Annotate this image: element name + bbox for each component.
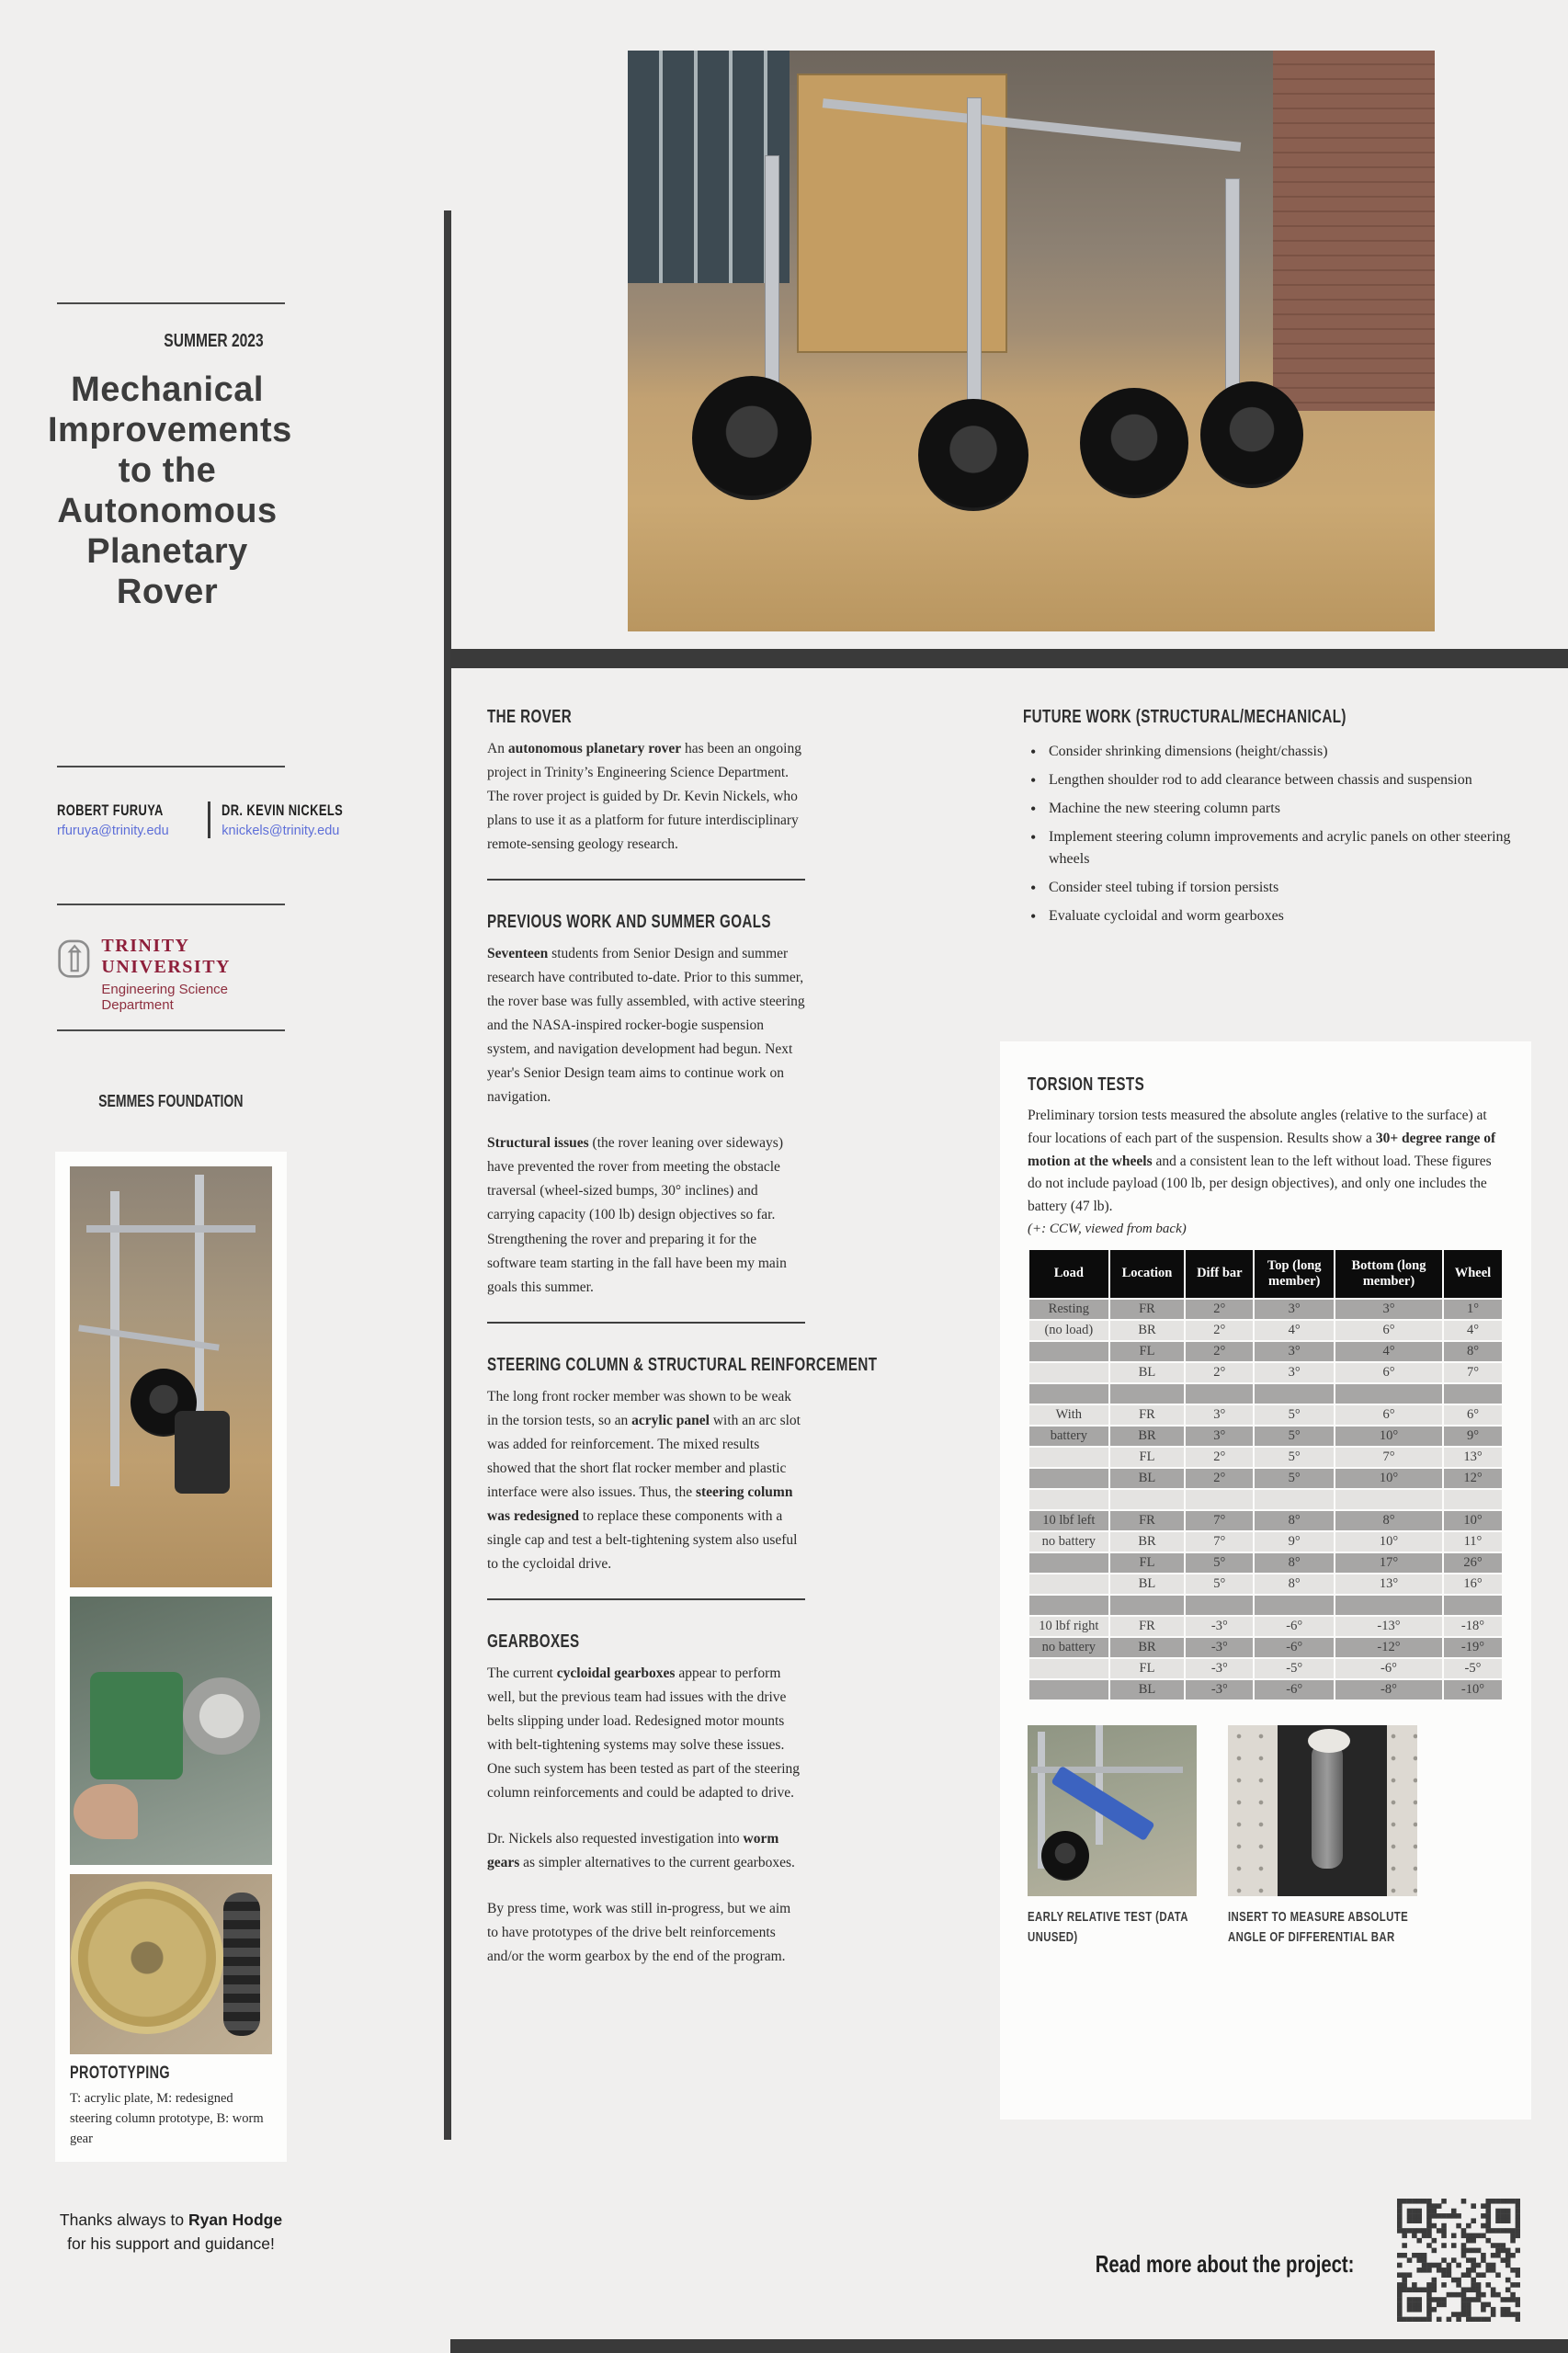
table-cell: 2° xyxy=(1186,1321,1253,1340)
table-header-cell: Diff bar xyxy=(1186,1250,1253,1298)
paragraph: Structural issues (the rover leaning over sideways) have prevented the rover from meeting the obstacle traversal (wheel-sized bumps, 30° inclines) and carrying capacity (100 lb) design objectives so far. Strengthening the rover and preparing it for the software team starting in the fall have been my main goals this summer. xyxy=(487,1135,787,1295)
section-divider xyxy=(487,879,805,881)
table-cell: 3° xyxy=(1255,1363,1334,1382)
table-cell: 6° xyxy=(1335,1405,1442,1425)
table-row xyxy=(1029,1363,1502,1382)
section-body xyxy=(487,942,805,1299)
table-cell xyxy=(1110,1384,1185,1404)
frame-rail xyxy=(86,1225,256,1233)
season-label xyxy=(57,331,278,352)
table-cell: 3° xyxy=(1255,1300,1334,1319)
table-cell: 10 lbf right xyxy=(1029,1617,1108,1636)
table-row xyxy=(1029,1405,1502,1425)
table-header-cell: Load xyxy=(1029,1250,1108,1298)
photo-steering-prototype xyxy=(70,1597,272,1865)
table-cell xyxy=(1335,1596,1442,1615)
table-cell: 10° xyxy=(1444,1511,1502,1530)
author-2 xyxy=(208,801,392,838)
table-cell: FR xyxy=(1110,1300,1185,1319)
sidebar-rule-foundation xyxy=(57,1029,285,1031)
table-cell: 12° xyxy=(1444,1469,1502,1488)
table-cell: 2° xyxy=(1186,1448,1253,1467)
table-cell: 10° xyxy=(1335,1469,1442,1488)
table-cell xyxy=(1029,1680,1108,1699)
table-cell: -8° xyxy=(1335,1680,1442,1699)
bullet-item: • Consider shrinking dimensions (height/chassis) xyxy=(1028,741,1519,763)
table-cell: 26° xyxy=(1444,1553,1502,1573)
section-the-rover xyxy=(487,707,805,857)
table-cell xyxy=(1255,1596,1334,1615)
table-cell: -3° xyxy=(1186,1659,1253,1678)
author-name: DR. KEVIN NICKELS xyxy=(222,801,344,819)
table-cell: -18° xyxy=(1444,1617,1502,1636)
rover-wheel xyxy=(918,399,1028,511)
author-name: ROBERT FURUYA xyxy=(57,801,164,819)
table-cell: Resting xyxy=(1029,1300,1108,1319)
table-row xyxy=(1029,1680,1502,1699)
bullet-item: • Machine the new steering column parts xyxy=(1028,798,1519,820)
table-cell: FL xyxy=(1110,1553,1185,1573)
table-cell: -6° xyxy=(1255,1638,1334,1657)
rover-wheel xyxy=(1080,388,1188,498)
sidebar-rule-authors xyxy=(57,766,285,767)
university-name: TRINITY UNIVERSITY xyxy=(101,936,231,977)
table-cell: 3° xyxy=(1255,1342,1334,1361)
table-cell: 8° xyxy=(1255,1511,1334,1530)
table-cell: BL xyxy=(1110,1363,1185,1382)
table-cell: 4° xyxy=(1255,1321,1334,1340)
author-1 xyxy=(57,801,208,838)
table-row xyxy=(1029,1384,1502,1404)
table-cell: 4° xyxy=(1335,1342,1442,1361)
table-cell: 5° xyxy=(1255,1469,1334,1488)
bullet-item: • Evaluate cycloidal and worm gearboxes xyxy=(1028,905,1519,927)
section-heading: PREVIOUS WORK AND SUMMER GOALS xyxy=(487,912,771,933)
sidebar-rule-top xyxy=(57,302,285,304)
table-cell: 13° xyxy=(1444,1448,1502,1467)
torsion-tests-panel xyxy=(1000,1041,1531,2120)
table-cell xyxy=(1335,1384,1442,1404)
title-line: Mechanical xyxy=(71,370,264,409)
table-row xyxy=(1029,1532,1502,1552)
table-cell: 8° xyxy=(1255,1574,1334,1594)
table-cell xyxy=(1029,1659,1108,1678)
bullet-item: • Lengthen shoulder rod to add clearance between chassis and suspension xyxy=(1028,769,1519,791)
table-row xyxy=(1029,1469,1502,1488)
table-cell: BR xyxy=(1110,1321,1185,1340)
table-row xyxy=(1029,1321,1502,1340)
table-cell: (no load) xyxy=(1029,1321,1108,1340)
table-cell: 8° xyxy=(1335,1511,1442,1530)
table-cell: 6° xyxy=(1335,1363,1442,1382)
table-cell xyxy=(1186,1596,1253,1615)
read-more-text: Read more about the project: xyxy=(1095,2250,1355,2278)
table-cell: 8° xyxy=(1444,1342,1502,1361)
section-steering-column xyxy=(487,1354,878,1576)
table-cell: -3° xyxy=(1186,1680,1253,1699)
table-cell xyxy=(1029,1448,1108,1467)
table-cell: 7° xyxy=(1444,1363,1502,1382)
table-cell xyxy=(1029,1384,1108,1404)
table-cell: 3° xyxy=(1186,1427,1253,1446)
table-cell: 6° xyxy=(1444,1405,1502,1425)
table-cell: 2° xyxy=(1186,1300,1253,1319)
frame-post xyxy=(110,1191,119,1486)
table-header-cell: Top (long member) xyxy=(1255,1250,1334,1298)
table-cell: no battery xyxy=(1029,1638,1108,1657)
vertical-divider-line xyxy=(444,210,451,2140)
table-cell: 2° xyxy=(1186,1363,1253,1382)
paragraph: The long front rocker member was shown to be weak in the torsion tests, so an acrylic panel with an arc slot was added for reinforcement. The mixed results showed that the short flat rocker member and plastic interface were also issues. Thus, the steering column was redesigned to replace these components with a single cap and test a belt-tightening system also useful to the cycloidal drive. xyxy=(487,1388,801,1572)
table-cell: -6° xyxy=(1255,1680,1334,1699)
table-cell: -6° xyxy=(1255,1617,1334,1636)
photo-differential-insert xyxy=(1228,1725,1417,1896)
measurement-cylinder xyxy=(1312,1743,1343,1870)
table-cell xyxy=(1335,1490,1442,1509)
table-cell: -10° xyxy=(1444,1680,1502,1699)
trinity-logo xyxy=(57,936,296,1013)
title-line: Planetary xyxy=(86,532,248,572)
table-cell: -19° xyxy=(1444,1638,1502,1657)
torsion-paragraph: Preliminary torsion tests measured the absolute angles (relative to the surface) at four locations of each part of the suspension. Results show a 30+ degree range of motion at the wheels and a consistent lean to the left without load. These figures do not include payload (100 lb, per design objectives), and only one includes the battery (47 lb). xyxy=(1028,1108,1496,1215)
table-row xyxy=(1029,1553,1502,1573)
photo-rover-frame xyxy=(70,1166,272,1587)
brass-gear xyxy=(78,1889,216,2027)
table-cell: BL xyxy=(1110,1574,1185,1594)
section-heading: THE ROVER xyxy=(487,707,573,727)
table-cell: FR xyxy=(1110,1617,1185,1636)
table-cell: BR xyxy=(1110,1532,1185,1552)
table-cell: 10° xyxy=(1335,1427,1442,1446)
table-header-cell: Bottom (long member) xyxy=(1335,1250,1442,1298)
worm-gear xyxy=(223,1893,260,2037)
table-cell: no battery xyxy=(1029,1532,1108,1552)
section-previous-work xyxy=(487,912,805,1299)
table-cell xyxy=(1029,1490,1108,1509)
foundation-text: SEMMES FOUNDATION xyxy=(98,1092,244,1110)
table-cell: -5° xyxy=(1444,1659,1502,1678)
thanks-note: Thanks always to Ryan Hodge for his support and guidance! xyxy=(59,2211,283,2254)
prototyping-title xyxy=(70,2063,272,2084)
table-header-row xyxy=(1029,1250,1502,1298)
table-row xyxy=(1029,1427,1502,1446)
author-email-link[interactable]: knickels@trinity.edu xyxy=(222,824,340,838)
torsion-note: (+: CCW, viewed from back) xyxy=(1028,1221,1187,1236)
table-cell: BL xyxy=(1110,1680,1185,1699)
table-cell: -5° xyxy=(1255,1659,1334,1678)
rover-wheel xyxy=(1041,1831,1089,1881)
table-cell: 2° xyxy=(1186,1469,1253,1488)
paragraph: Seventeen students from Senior Design and summer research have contributed to-date. Prior to this summer, the rover base was fully assembled, with active steering and the NASA-inspired rocker-bogie suspension system, and navigation development had begun. Next year's Senior Design team aims to continue work on navigation. xyxy=(487,946,805,1106)
table-header-cell: Wheel xyxy=(1444,1250,1502,1298)
table-cell xyxy=(1110,1596,1185,1615)
table-cell: -6° xyxy=(1335,1659,1442,1678)
cylinder-cap xyxy=(1308,1729,1350,1753)
bottom-divider-bar xyxy=(450,2339,1568,2353)
table-cell: -3° xyxy=(1186,1638,1253,1657)
horizontal-divider-bar xyxy=(450,649,1568,668)
hero-photo-rover-lab xyxy=(628,51,1435,631)
table-cell: battery xyxy=(1029,1427,1108,1446)
table-cell xyxy=(1029,1553,1108,1573)
section-heading: GEARBOXES xyxy=(487,1631,580,1652)
section-body xyxy=(487,1385,805,1576)
sidebar-photo-card xyxy=(55,1152,287,2162)
table-cell xyxy=(1255,1490,1334,1509)
tower-icon xyxy=(57,936,92,983)
bullet-item: • Implement steering column improvements and acrylic panels on other steering wheels xyxy=(1028,826,1519,870)
pulley-disc xyxy=(183,1677,260,1755)
poster-title xyxy=(48,369,292,612)
title-line: Improvements xyxy=(48,411,292,450)
table-row xyxy=(1029,1300,1502,1319)
table-cell: FL xyxy=(1110,1659,1185,1678)
table-cell: BL xyxy=(1110,1469,1185,1488)
table-cell: 2° xyxy=(1186,1342,1253,1361)
future-work-heading: FUTURE WORK (STRUCTURAL/MECHANICAL) xyxy=(1023,707,1346,727)
caption-early-test: EARLY RELATIVE TEST (DATA UNUSED) xyxy=(1028,1908,1188,1945)
future-work-list xyxy=(1023,741,1519,927)
table-cell: 7° xyxy=(1186,1511,1253,1530)
torsion-heading: TORSION TESTS xyxy=(1028,1074,1145,1095)
table-cell: -3° xyxy=(1186,1617,1253,1636)
table-row xyxy=(1029,1448,1502,1467)
paragraph: Dr. Nickels also requested investigation into worm gears as simpler alternatives to the current gearboxes. xyxy=(487,1831,795,1871)
section-body xyxy=(487,1662,805,1969)
table-cell: BR xyxy=(1110,1638,1185,1657)
motor-assembly xyxy=(175,1411,230,1494)
table-cell: 9° xyxy=(1255,1532,1334,1552)
middle-column xyxy=(487,707,878,1991)
author-block xyxy=(57,801,344,838)
brick-wall xyxy=(1273,51,1435,411)
paragraph: An autonomous planetary rover has been an ongoing project in Trinity’s Engineering Science Department. The rover project is guided by Dr. Kevin Nickels, who plans to use it as a platform for future interdisciplinary remote-sensing geology research. xyxy=(487,741,801,853)
table-cell: 5° xyxy=(1255,1427,1334,1446)
foundation-label xyxy=(57,1092,285,1111)
table-row xyxy=(1029,1490,1502,1509)
prototyping-caption: T: acrylic plate, M: redesigned steering column prototype, B: worm gear xyxy=(70,2091,264,2146)
rover-wheel xyxy=(1200,381,1303,488)
table-cell xyxy=(1029,1596,1108,1615)
table-cell: -13° xyxy=(1335,1617,1442,1636)
table-cell: 9° xyxy=(1444,1427,1502,1446)
table-cell: 5° xyxy=(1186,1553,1253,1573)
title-line: Rover xyxy=(116,573,219,612)
season-text: SUMMER 2023 xyxy=(164,331,264,351)
table-row xyxy=(1029,1617,1502,1636)
section-divider xyxy=(487,1598,805,1600)
table-cell: 17° xyxy=(1335,1553,1442,1573)
table-cell: 11° xyxy=(1444,1532,1502,1552)
section-body xyxy=(487,737,805,857)
section-divider xyxy=(487,1322,805,1324)
table-cell: 5° xyxy=(1255,1405,1334,1425)
table-cell: 10° xyxy=(1335,1532,1442,1552)
paragraph: By press time, work was still in-progress, but we aim to have prototypes of the drive belt reinforcements and/or the worm gearbox by the end of the program. xyxy=(487,1901,791,1965)
table-cell xyxy=(1110,1490,1185,1509)
paragraph: The current cycloidal gearboxes appear to perform well, but the previous team had issues with the drive belts slipping under load. Redesigned motor mounts with belt-tightening systems may solve these issues. One such system has been tested as part of the steering column reinforcements and could be adapted to drive. xyxy=(487,1665,801,1801)
table-cell: 5° xyxy=(1186,1574,1253,1594)
table-cell: 3° xyxy=(1186,1405,1253,1425)
table-cell xyxy=(1255,1384,1334,1404)
table-cell: FR xyxy=(1110,1405,1185,1425)
table-cell xyxy=(1029,1342,1108,1361)
photo-gears xyxy=(70,1874,272,2054)
table-cell: 5° xyxy=(1255,1448,1334,1467)
section-heading: STEERING COLUMN & STRUCTURAL REINFORCEMENT xyxy=(487,1354,878,1375)
table-cell xyxy=(1186,1490,1253,1509)
table-cell: FR xyxy=(1110,1511,1185,1530)
department-name: Engineering Science Department xyxy=(101,982,228,1013)
torsion-table xyxy=(1028,1248,1504,1701)
table-cell xyxy=(1444,1490,1502,1509)
table-row xyxy=(1029,1638,1502,1657)
table-cell: FL xyxy=(1110,1342,1185,1361)
table-cell: 7° xyxy=(1335,1448,1442,1467)
torsion-photos xyxy=(1028,1725,1504,1948)
table-body xyxy=(1029,1300,1502,1699)
title-line: to the xyxy=(118,451,217,491)
table-cell xyxy=(1029,1574,1108,1594)
table-cell xyxy=(1029,1469,1108,1488)
table-cell: -12° xyxy=(1335,1638,1442,1657)
prototyping-title-text: PROTOTYPING xyxy=(70,2063,171,2083)
table-cell xyxy=(1186,1384,1253,1404)
table-cell: 13° xyxy=(1335,1574,1442,1594)
table-row xyxy=(1029,1659,1502,1678)
rover-post xyxy=(967,97,982,435)
green-bracket xyxy=(90,1672,183,1779)
caption-insert: INSERT TO MEASURE ABSOLUTE ANGLE OF DIFFERENTIAL BAR xyxy=(1228,1908,1409,1945)
table-cell xyxy=(1029,1363,1108,1382)
table-cell: 7° xyxy=(1186,1532,1253,1552)
table-row xyxy=(1029,1342,1502,1361)
section-gearboxes xyxy=(487,1631,805,1969)
table-cell: 4° xyxy=(1444,1321,1502,1340)
title-line: Autonomous xyxy=(57,492,278,531)
table-header-cell: Location xyxy=(1110,1250,1185,1298)
table-cell: FL xyxy=(1110,1448,1185,1467)
blue-ramp xyxy=(1051,1766,1154,1841)
table-cell xyxy=(1444,1596,1502,1615)
rover-wheel xyxy=(692,376,812,500)
table-cell: 6° xyxy=(1335,1321,1442,1340)
future-work-section xyxy=(1023,707,1519,934)
table-cell: 1° xyxy=(1444,1300,1502,1319)
table-cell: BR xyxy=(1110,1427,1185,1446)
qr-code xyxy=(1397,2199,1520,2322)
table-row xyxy=(1029,1596,1502,1615)
frame-post xyxy=(1096,1725,1103,1845)
table-cell: 8° xyxy=(1255,1553,1334,1573)
table-cell: 16° xyxy=(1444,1574,1502,1594)
table-row xyxy=(1029,1511,1502,1530)
author-email-link[interactable]: rfuruya@trinity.edu xyxy=(57,824,169,838)
table-row xyxy=(1029,1574,1502,1594)
trinity-text xyxy=(101,936,296,1013)
frame-rail xyxy=(1031,1767,1184,1773)
bullet-item: • Consider steel tubing if torsion persists xyxy=(1028,877,1519,899)
table-cell: With xyxy=(1029,1405,1108,1425)
table-cell xyxy=(1444,1384,1502,1404)
sidebar-rule-university xyxy=(57,904,285,905)
read-more-label xyxy=(1018,2250,1391,2279)
table-cell: 3° xyxy=(1335,1300,1442,1319)
hand xyxy=(74,1784,138,1839)
photo-early-relative-test xyxy=(1028,1725,1197,1896)
table-cell: 10 lbf left xyxy=(1029,1511,1108,1530)
